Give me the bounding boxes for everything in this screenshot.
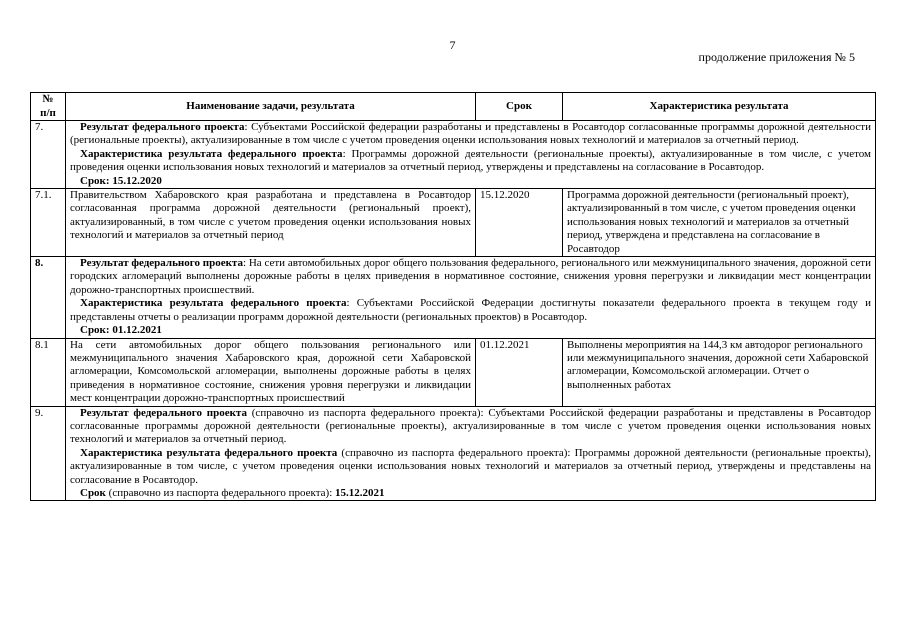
characteristic-label: Характеристика результата федерального проекта [80,147,343,160]
result-label: Результат федерального проекта [80,257,243,270]
characteristic-cell: Программа дорожной деятельности (региональный проект), актуализированный в том числе, с учетом проведения оценки использования новых технологий и материалов за отчетный период, утверждена и представлена на согласование в Росавтодор [563,189,876,257]
header-deadline: Срок [476,93,563,121]
characteristic-text: (справочно из паспорта федерального проекта): Программы дорожной деятельности (региональные проекты), актуализированные в том числе, с учетом проведения оценки использования новых технологий и материалов за отчетный период, утверждены и представлены на согласование в Росавтодор. [70,446,872,486]
task-cell: Правительством Хабаровского края разработана и представлена в Росавтодор согласованная программа дорожной деятельности (региональный проект), актуализированный, в том числе с учетом проведения оценки использования новых технологий и материалов за отчетный период [66,189,476,257]
table-row-7-1 [31,189,876,257]
deadline-text: Срок: 01.12.2021 [80,324,162,337]
characteristic-text: : Субъектами Российской Федерации достигнуты показатели федерального проекта в текущем году и представлены отчеты о реализации программ дорожной деятельности (региональных проектов) в Росавтодор. [70,297,871,323]
row-number: 7. [31,121,66,189]
table-row-8 [31,257,876,338]
row-number: 7.1. [31,189,66,257]
deadline-label: Срок [80,486,106,499]
task-cell: На сети автомобильных дорог общего пользования регионального или межмуниципального значения Хабаровского края, дорожной сети Хабаровской агломерации, Комсомольской агломерации, выполнены дорожные работы в целях приведения в нормативное состояние, снижения уровня перегрузки и ликвидации мест концентрации дорожно-транспортных происшествий [66,338,476,406]
row-number: 8.1 [31,338,66,406]
characteristic-text: : Программы дорожной деятельности (региональные проекты), актуализированные в том числе, с учетом проведения оценки использования новых технологий и материалов за отчетный период, утверждены и представлены на согласование в Росавтодор. [70,147,871,174]
deadline-date: 15.12.2021 [335,486,385,499]
result-text: : Субъектами Российской федерации разработаны и представлены в Росавтодор согласованные программы дорожной деятельности (региональные проекты), актуализированные в том числе с учетом проведения оценки использования новых технологий и материалов за отчетный период. [70,121,871,147]
result-text: (справочно из паспорта федерального проекта): Субъектами Российской федерации разработаны и представлены в Росавтодор согласованные программы дорожной деятельности (региональные проекты), актуализированные в том числе с учетом проведения оценки использования новых технологий и материалов за отчетный период. [70,406,871,446]
table-header-row [31,93,876,121]
deadline-note: (справочно из паспорта федерального проекта): [105,486,336,499]
table-row-9 [31,406,876,501]
federal-result-cell [66,406,876,501]
header-characteristic: Характеристика результата [563,93,876,121]
deadline-cell: 01.12.2021 [476,338,563,406]
row-number: 9. [31,406,66,501]
page-number: 7 [449,38,456,52]
header-num: № п/п [31,93,66,121]
result-label: Результат федерального проекта [80,121,245,133]
characteristic-cell: Выполнены мероприятия на 144,3 км автодорог регионального или межмуниципального значения, дорожной сети Хабаровской агломерации, Комсомольской агломерации. Отчет о выполненных работах [563,338,876,406]
table-row-8-1 [31,338,876,406]
federal-result-cell [66,121,876,189]
characteristic-label: Характеристика результата федерального проекта [80,446,338,459]
result-text: : На сети автомобильных дорог общего пользования федерального, регионального или межмуниципального значения, дорожной сети городских агломераций выполнены дорожные работы в целях приведения в нормативное состояние, снижения уровня перегрузки и ликвидации мест концентрации дорожно-транспортных происшествий. [70,257,871,296]
header-task: Наименование задачи, результата [66,93,476,121]
results-table [30,92,876,501]
result-label: Результат федерального проекта [80,406,247,419]
characteristic-label: Характеристика результата федерального проекта [80,297,347,310]
table-row-7 [31,121,876,189]
row-number: 8. [31,257,66,338]
deadline-cell: 15.12.2020 [476,189,563,257]
deadline-text: Срок: 15.12.2020 [80,174,162,187]
federal-result-cell [66,257,876,338]
continuation-label: продолжение приложения № 5 [698,50,855,64]
